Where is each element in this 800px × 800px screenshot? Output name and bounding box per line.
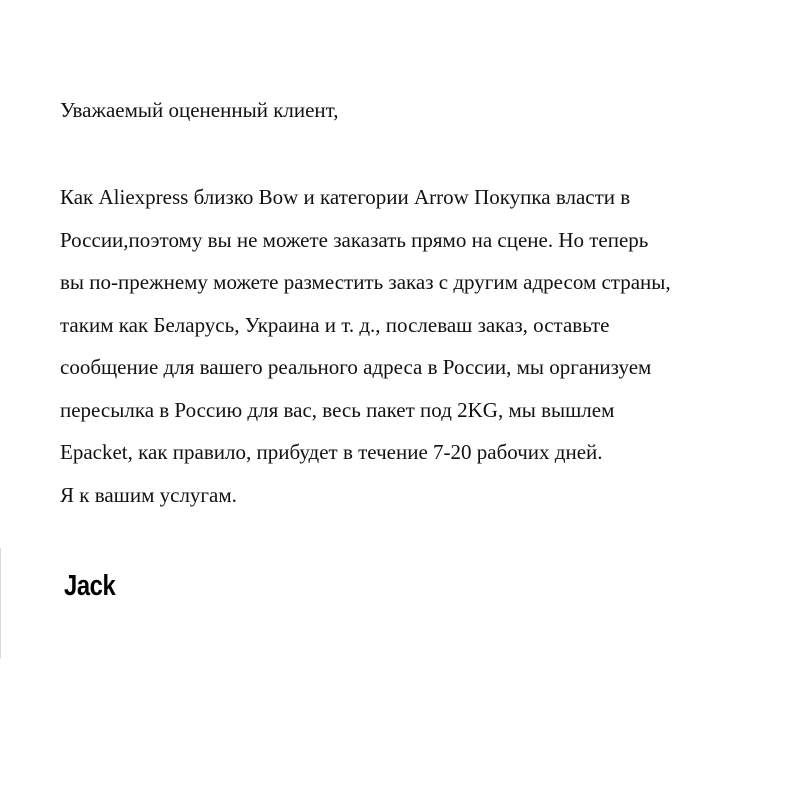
letter-body-line: таким как Беларусь, Украина и т. д., послеваш заказ, оставьте bbox=[60, 312, 610, 337]
letter-closing: Я к вашим услугам. bbox=[60, 482, 237, 507]
letter-body-line: вы по-прежнему можете разместить заказ с другим адресом страны, bbox=[60, 270, 671, 294]
letter-body bbox=[60, 176, 671, 516]
letter-body-line: России,поэтому вы не можете заказать прямо на сцене. Но теперь bbox=[60, 227, 649, 252]
letter-body-line: сообщение для вашего реального адреса в России, мы организуем bbox=[60, 355, 652, 379]
letter-body-line: пересылка в Россию для вас, весь пакет под 2KG, мы вышлем bbox=[60, 397, 615, 422]
letter-body-line: Как Aliexpress близко Bow и категории Arrow Покупка власти в bbox=[60, 185, 631, 209]
letter-greeting: Уважаемый оцененный клиент, bbox=[60, 98, 339, 122]
page-edge-line bbox=[0, 548, 1, 658]
letter-signature: Jack bbox=[64, 570, 116, 602]
letter-body-line: Epacket, как правило, прибудет в течение 7-20 рабочих дней. bbox=[60, 440, 603, 464]
